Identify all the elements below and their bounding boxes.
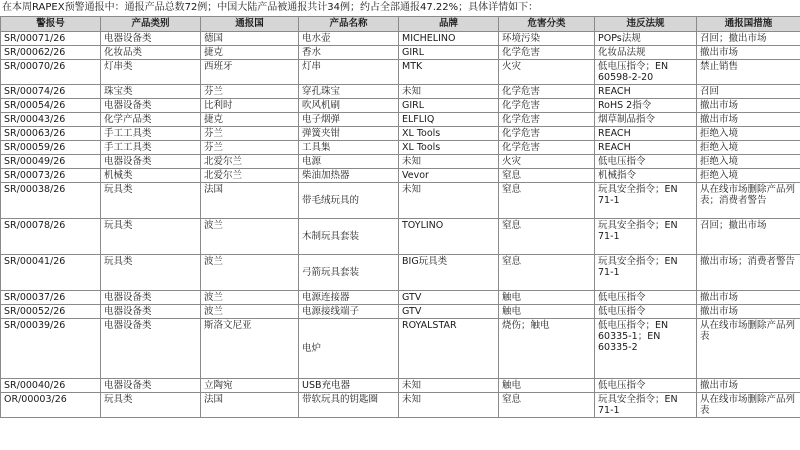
- product-name-cell: 电源: [299, 155, 399, 169]
- table-row: [1, 393, 800, 418]
- risk-cell: 窒息: [499, 219, 595, 255]
- alert-no-cell: SR/00070/26: [1, 60, 101, 85]
- country-cell: 芬兰: [201, 85, 299, 99]
- brand-cell: GTV: [399, 305, 499, 319]
- country-cell: 法国: [201, 183, 299, 219]
- header-notifying-country: 通报国: [201, 17, 299, 32]
- table-row: [1, 183, 800, 219]
- measures-cell: 拒绝入境: [697, 155, 800, 169]
- brand-cell: 未知: [399, 183, 499, 219]
- regulation-cell: 低电压指令；EN 60335-1；EN 60335-2: [595, 319, 697, 379]
- alert-no-cell: SR/00043/26: [1, 113, 101, 127]
- brand-cell: 未知: [399, 85, 499, 99]
- alert-no-cell: SR/00063/26: [1, 127, 101, 141]
- category-cell: 玩具类: [101, 219, 201, 255]
- country-cell: 德国: [201, 32, 299, 46]
- header-risk-type: 危害分类: [499, 17, 595, 32]
- category-cell: 机械类: [101, 169, 201, 183]
- regulation-cell: 玩具安全指令；EN 71-1: [595, 219, 697, 255]
- risk-cell: 窒息: [499, 255, 595, 291]
- table-row: [1, 141, 800, 155]
- category-cell: 电器设备类: [101, 319, 201, 379]
- product-name-cell: 电源接线端子: [299, 305, 399, 319]
- brand-cell: BIG玩具类: [399, 255, 499, 291]
- country-cell: 法国: [201, 393, 299, 418]
- product-name-cell: 电炉: [299, 319, 399, 379]
- risk-cell: 烧伤；触电: [499, 319, 595, 379]
- intro-text: 在本周RAPEX预警通报中：通报产品总数72例；中国大陆产品被通报共计34例；约占全部通报47.22%；具体详情如下：: [2, 2, 539, 13]
- alert-no-cell: SR/00078/26: [1, 219, 101, 255]
- measures-cell: 撤出市场: [697, 305, 800, 319]
- risk-cell: 窒息: [499, 169, 595, 183]
- measures-cell: 撤出市场: [697, 291, 800, 305]
- brand-cell: TOYLINO: [399, 219, 499, 255]
- brand-cell: MTK: [399, 60, 499, 85]
- risk-cell: 触电: [499, 379, 595, 393]
- table-row: [1, 319, 800, 379]
- alert-no-cell: SR/00040/26: [1, 379, 101, 393]
- brand-cell: 未知: [399, 379, 499, 393]
- header-brand: 品牌: [399, 17, 499, 32]
- brand-cell: ROYALSTAR: [399, 319, 499, 379]
- country-cell: 波兰: [201, 255, 299, 291]
- alert-no-cell: SR/00062/26: [1, 46, 101, 60]
- header-measures: 通报国措施: [697, 17, 800, 32]
- product-name-cell: 电子烟弹: [299, 113, 399, 127]
- table-row: [1, 291, 800, 305]
- measures-cell: 从在线市场删除产品列表: [697, 319, 800, 379]
- brand-cell: MICHELINO: [399, 32, 499, 46]
- country-cell: 波兰: [201, 219, 299, 255]
- product-name-cell: 弹簧夹钳: [299, 127, 399, 141]
- category-cell: 电器设备类: [101, 305, 201, 319]
- table-row: [1, 46, 800, 60]
- measures-cell: 召回；撤出市场: [697, 32, 800, 46]
- product-name-cell: USB充电器: [299, 379, 399, 393]
- country-cell: 波兰: [201, 291, 299, 305]
- country-cell: 芬兰: [201, 127, 299, 141]
- measures-cell: 召回；撤出市场: [697, 219, 800, 255]
- regulation-cell: REACH: [595, 85, 697, 99]
- brand-cell: Vevor: [399, 169, 499, 183]
- product-name-cell: 柴油加热器: [299, 169, 399, 183]
- alert-no-cell: SR/00041/26: [1, 255, 101, 291]
- table-row: [1, 60, 800, 85]
- table-row: [1, 169, 800, 183]
- risk-cell: 触电: [499, 305, 595, 319]
- header-regulation: 违反法规: [595, 17, 697, 32]
- risk-cell: 火灾: [499, 60, 595, 85]
- measures-cell: 撤出市场: [697, 99, 800, 113]
- category-cell: 化学产品类: [101, 113, 201, 127]
- alert-no-cell: SR/00074/26: [1, 85, 101, 99]
- product-name-cell: 穿孔珠宝: [299, 85, 399, 99]
- regulation-cell: REACH: [595, 141, 697, 155]
- risk-cell: 窒息: [499, 183, 595, 219]
- risk-cell: 化学危害: [499, 141, 595, 155]
- regulation-cell: 玩具安全指令；EN 71-1: [595, 255, 697, 291]
- brand-cell: GIRL: [399, 99, 499, 113]
- brand-cell: XL Tools: [399, 141, 499, 155]
- alert-no-cell: SR/00049/26: [1, 155, 101, 169]
- regulation-cell: 烟草制品指令: [595, 113, 697, 127]
- product-name-cell: 电水壶: [299, 32, 399, 46]
- alert-no-cell: SR/00052/26: [1, 305, 101, 319]
- country-cell: 立陶宛: [201, 379, 299, 393]
- table-row: [1, 85, 800, 99]
- header-alert-no: 警报号: [1, 17, 101, 32]
- table-row: [1, 255, 800, 291]
- regulation-cell: 低电压指令: [595, 379, 697, 393]
- brand-cell: 未知: [399, 393, 499, 418]
- category-cell: 灯串类: [101, 60, 201, 85]
- category-cell: 手工工具类: [101, 127, 201, 141]
- header-product-category: 产品类别: [101, 17, 201, 32]
- risk-cell: 窒息: [499, 393, 595, 418]
- risk-cell: 化学危害: [499, 127, 595, 141]
- table-row: [1, 32, 800, 46]
- category-cell: 玩具类: [101, 183, 201, 219]
- measures-cell: 拒绝入境: [697, 169, 800, 183]
- regulation-cell: 低电压指令: [595, 305, 697, 319]
- country-cell: 捷克: [201, 46, 299, 60]
- country-cell: 斯洛文尼亚: [201, 319, 299, 379]
- risk-cell: 化学危害: [499, 113, 595, 127]
- alert-no-cell: SR/00054/26: [1, 99, 101, 113]
- product-name-cell: 木制玩具套装: [299, 219, 399, 255]
- country-cell: 北爱尔兰: [201, 155, 299, 169]
- risk-cell: 化学危害: [499, 85, 595, 99]
- regulation-cell: 低电压指令；EN 60598-2-20: [595, 60, 697, 85]
- risk-cell: 化学危害: [499, 46, 595, 60]
- regulation-cell: 玩具安全指令；EN 71-1: [595, 393, 697, 418]
- measures-cell: 拒绝入境: [697, 127, 800, 141]
- regulation-cell: 低电压指令: [595, 155, 697, 169]
- regulation-cell: REACH: [595, 127, 697, 141]
- category-cell: 电器设备类: [101, 99, 201, 113]
- brand-cell: ELFLIQ: [399, 113, 499, 127]
- category-cell: 玩具类: [101, 393, 201, 418]
- category-cell: 电器设备类: [101, 32, 201, 46]
- country-cell: 西班牙: [201, 60, 299, 85]
- country-cell: 捷克: [201, 113, 299, 127]
- country-cell: 北爱尔兰: [201, 169, 299, 183]
- measures-cell: 从在线市场删除产品列表；消费者警告: [697, 183, 800, 219]
- measures-cell: 召回: [697, 85, 800, 99]
- category-cell: 电器设备类: [101, 291, 201, 305]
- alert-no-cell: SR/00037/26: [1, 291, 101, 305]
- measures-cell: 撤出市场；消费者警告: [697, 255, 800, 291]
- category-cell: 手工工具类: [101, 141, 201, 155]
- product-name-cell: 灯串: [299, 60, 399, 85]
- regulation-cell: 机械指令: [595, 169, 697, 183]
- table-row: [1, 379, 800, 393]
- alert-no-cell: OR/00003/26: [1, 393, 101, 418]
- table-row: [1, 155, 800, 169]
- brand-cell: GIRL: [399, 46, 499, 60]
- country-cell: 波兰: [201, 305, 299, 319]
- alert-no-cell: SR/00059/26: [1, 141, 101, 155]
- risk-cell: 火灾: [499, 155, 595, 169]
- regulation-cell: RoHS 2指令: [595, 99, 697, 113]
- measures-cell: 撤出市场: [697, 113, 800, 127]
- measures-cell: 从在线市场删除产品列表: [697, 393, 800, 418]
- regulation-cell: POPs法规: [595, 32, 697, 46]
- category-cell: 珠宝类: [101, 85, 201, 99]
- measures-cell: 禁止销售: [697, 60, 800, 85]
- country-cell: 芬兰: [201, 141, 299, 155]
- alert-no-cell: SR/00071/26: [1, 32, 101, 46]
- product-name-cell: 工具集: [299, 141, 399, 155]
- table-row: [1, 113, 800, 127]
- measures-cell: 拒绝入境: [697, 141, 800, 155]
- measures-cell: 撤出市场: [697, 46, 800, 60]
- rapex-table: [0, 16, 800, 418]
- alert-no-cell: SR/00073/26: [1, 169, 101, 183]
- brand-cell: GTV: [399, 291, 499, 305]
- table-row: [1, 99, 800, 113]
- table-row: [1, 127, 800, 141]
- category-cell: 电器设备类: [101, 379, 201, 393]
- product-name-cell: 香水: [299, 46, 399, 60]
- alert-no-cell: SR/00038/26: [1, 183, 101, 219]
- table-row: [1, 305, 800, 319]
- product-name-cell: 吹风机刷: [299, 99, 399, 113]
- risk-cell: 触电: [499, 291, 595, 305]
- product-name-cell: 弓箭玩具套装: [299, 255, 399, 291]
- regulation-cell: 玩具安全指令；EN 71-1: [595, 183, 697, 219]
- product-name-cell: 带毛绒玩具的: [299, 183, 399, 219]
- table-header-row: [1, 17, 800, 32]
- header-product-name: 产品名称: [299, 17, 399, 32]
- brand-cell: XL Tools: [399, 127, 499, 141]
- product-name-cell: 电源连接器: [299, 291, 399, 305]
- category-cell: 化妆品类: [101, 46, 201, 60]
- brand-cell: 未知: [399, 155, 499, 169]
- country-cell: 比利时: [201, 99, 299, 113]
- product-name-cell: 带软玩具的钥匙圈: [299, 393, 399, 418]
- category-cell: 玩具类: [101, 255, 201, 291]
- risk-cell: 环境污染: [499, 32, 595, 46]
- table-row: [1, 219, 800, 255]
- alert-no-cell: SR/00039/26: [1, 319, 101, 379]
- regulation-cell: 低电压指令: [595, 291, 697, 305]
- measures-cell: 撤出市场: [697, 379, 800, 393]
- risk-cell: 化学危害: [499, 99, 595, 113]
- regulation-cell: 化妆品法规: [595, 46, 697, 60]
- category-cell: 电器设备类: [101, 155, 201, 169]
